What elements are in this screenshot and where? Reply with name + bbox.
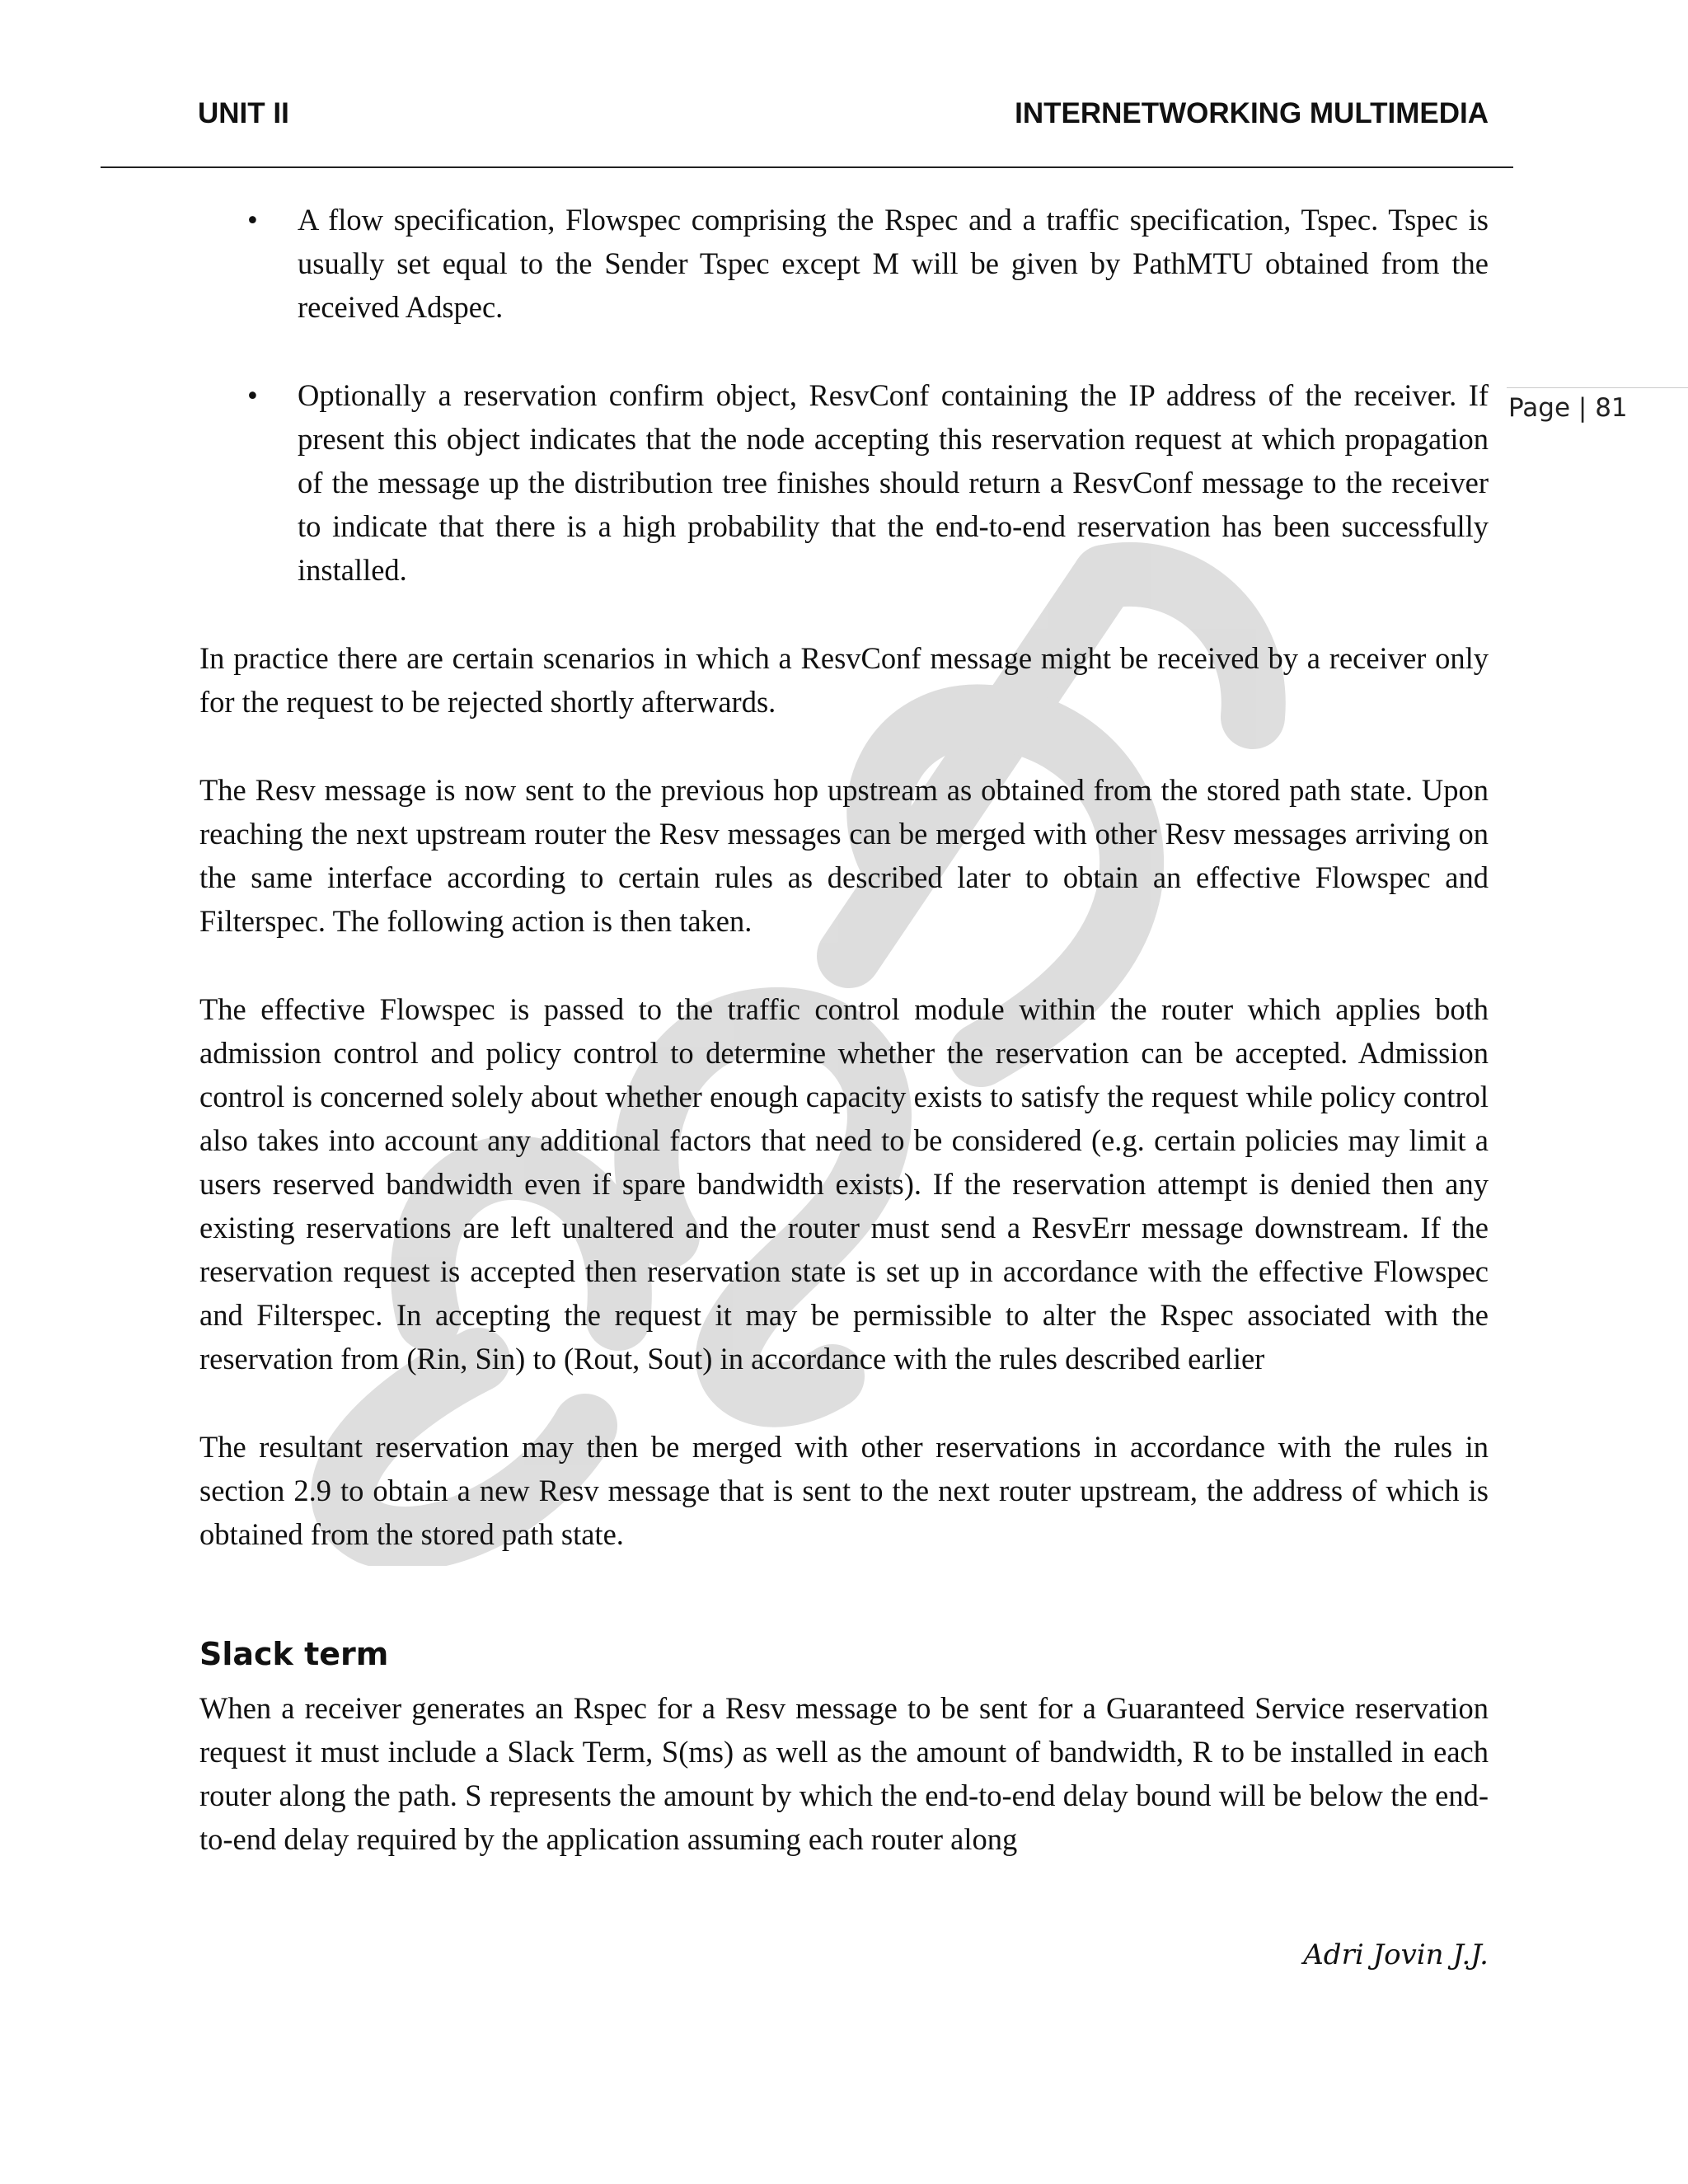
document-body bbox=[199, 198, 1489, 1905]
page-number: Page | 81 bbox=[1508, 393, 1628, 423]
bullet-icon: • bbox=[247, 203, 258, 237]
paragraph: The effective Flowspec is passed to the traffic control module within the router which applies both admission control and policy control to determine whether the reservation can be accepted. Admission control is concerned solely about whether enough capacity exists to satisfy the request while policy control also takes into account any additional factors that need to be considered (e.g. certain policies may limit a users reserved bandwidth even if spare bandwidth exists). If the reservation attempt is denied then any existing reservations are left unaltered and the router must send a ResvErr message downstream. If the reservation request is accepted then reservation state is set up in accordance with the effective Flowspec and Filterspec. In accepting the request it may be permissible to alter the Rspec associated with the reservation from (Rin, Sin) to (Rout, Sout) in accordance with the rules described earlier bbox=[199, 992, 1489, 1376]
header-unit: UNIT II bbox=[198, 97, 289, 129]
page-header bbox=[198, 97, 1489, 138]
bullet-icon: • bbox=[247, 378, 258, 412]
paragraph: The Resv message is now sent to the previous hop upstream as obtained from the stored path state. Upon reaching the next upstream router the Resv messages can be merged with other Resv messages arriving on the same interface according to certain rules as described later to obtain an effective Flowspec and Filterspec. The following action is then taken. bbox=[199, 773, 1489, 938]
list-item-text: A flow specification, Flowspec comprising the Rspec and a traffic specification, Tspec. Tspec is usually set equal to the Sender Tspec except M will be given by PathMTU obtained from the received Adspec. bbox=[298, 203, 1489, 324]
paragraph: The resultant reservation may then be merged with other reservations in accordance with the rules in section 2.9 to obtain a new Resv message that is sent to the next router upstream, the address of which is obtained from the stored path state. bbox=[199, 1430, 1489, 1551]
author-signature: Adri Jovin J.J. bbox=[1303, 1938, 1489, 1971]
section-heading: Slack term bbox=[199, 1636, 389, 1672]
paragraph: In practice there are certain scenarios in which a ResvConf message might be received by a receiver only for the request to be rejected shortly afterwards. bbox=[199, 641, 1489, 719]
bullet-list bbox=[199, 198, 1489, 592]
header-divider bbox=[101, 166, 1513, 168]
list-item bbox=[199, 373, 1489, 592]
list-item bbox=[199, 198, 1489, 329]
header-title: INTERNETWORKING MULTIMEDIA bbox=[1015, 97, 1489, 129]
section-paragraph: When a receiver generates an Rspec for a Resv message to be sent for a Guaranteed Service reservation request it must include a Slack Term, S(ms) as well as the amount of bandwidth, R to be installed in each router along the path. S represents the amount by which the end-to-end delay bound will be below the end-to-end delay required by the application assuming each router along bbox=[199, 1691, 1489, 1856]
list-item-text: Optionally a reservation confirm object, ResvConf containing the IP address of the receiver. If present this object indicates that the node accepting this reservation request at which propagation of the message up the distribution tree finishes should return a ResvConf message to the receiver to indicate that there is a high probability that the end-to-end reservation has been successfully installed. bbox=[298, 378, 1489, 587]
page-number-divider bbox=[1507, 387, 1688, 388]
